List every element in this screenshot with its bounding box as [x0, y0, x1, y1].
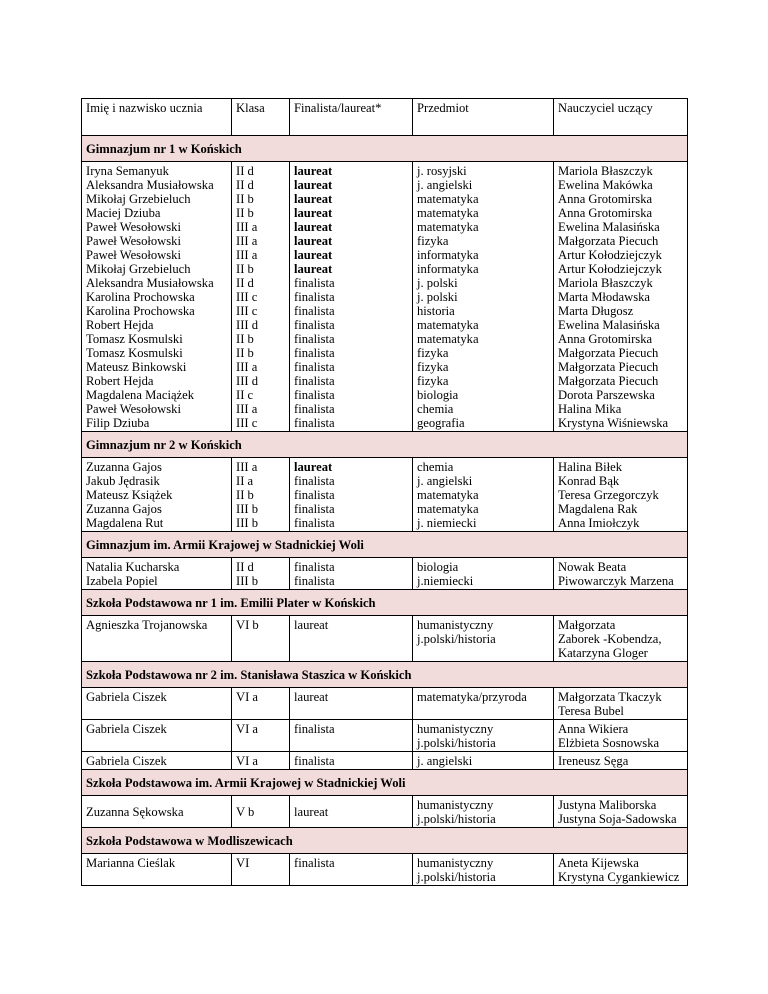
cell-line: finalista [294, 276, 335, 290]
cell-line: Dorota Parszewska [558, 388, 655, 402]
section-title: Gimnazjum nr 1 w Końskich [82, 136, 688, 162]
cell-line: matematyka [417, 220, 479, 234]
cell-line: Filip Dziuba [86, 416, 150, 430]
cell-line: matematyka [417, 318, 479, 332]
student-class: VI a [232, 688, 290, 720]
cell-line: Tomasz Kosmulski [86, 346, 183, 360]
cell-line: Konrad Bąk [558, 474, 620, 488]
cell-line: Izabela Popiel [86, 574, 158, 588]
cell-line: II d [236, 276, 254, 290]
cell-line: III a [236, 360, 258, 374]
names-cell [82, 162, 232, 432]
cell-line: finalista [294, 332, 335, 346]
cell-line: Halina Mika [558, 402, 622, 416]
cell-line: III a [236, 460, 258, 474]
student-status: laureat [290, 796, 413, 828]
cell-line: laureat [294, 220, 333, 234]
col-header-class: Klasa [232, 99, 290, 136]
cell-line: informatyka [417, 262, 479, 276]
cell-line: III d [236, 374, 259, 388]
cell-line: finalista [294, 290, 335, 304]
section-title: Szkoła Podstawowa w Modliszewicach [82, 828, 688, 854]
section-title: Szkoła Podstawowa nr 2 im. Stanisława Staszica w Końskich [82, 662, 688, 688]
cell-line: Halina Biłek [558, 460, 623, 474]
table-row [82, 688, 688, 720]
student-subject: humanistyczny j.polski/historia [413, 854, 554, 886]
cell-line: laureat [294, 164, 333, 178]
student-class: VI a [232, 752, 290, 770]
student-subject: humanistyczny j.polski/historia [413, 720, 554, 752]
teachers-cell [554, 458, 688, 532]
cell-line: j. angielski [417, 178, 473, 192]
student-teacher: Małgorzata Tkaczyk Teresa Bubel [554, 688, 688, 720]
cell-line: II d [236, 560, 254, 574]
cell-line: Marta Młodawska [558, 290, 650, 304]
cell-line: matematyka [417, 206, 479, 220]
section-header [82, 770, 688, 796]
student-name: Gabriela Ciszek [82, 752, 232, 770]
section-header [82, 828, 688, 854]
cell-line: II a [236, 474, 254, 488]
cell-line: II b [236, 346, 254, 360]
classes-cell [232, 458, 290, 532]
cell-line: Anna Grotomirska [558, 206, 653, 220]
subjects-cell [413, 458, 554, 532]
cell-line: finalista [294, 560, 335, 574]
student-teacher: Justyna Maliborska Justyna Soja-Sadowska [554, 796, 688, 828]
cell-line: Aleksandra Musiałowska [86, 276, 214, 290]
cell-line: laureat [294, 206, 333, 220]
section-title: Szkoła Podstawowa im. Armii Krajowej w Stadnickiej Woli [82, 770, 688, 796]
cell-line: Ewelina Malasińska [558, 318, 660, 332]
teachers-cell [554, 162, 688, 432]
student-teacher: Aneta Kijewska Krystyna Cygankiewicz [554, 854, 688, 886]
cell-line: matematyka [417, 502, 479, 516]
cell-line: Natalia Kucharska [86, 560, 180, 574]
cell-line: biologia [417, 560, 459, 574]
header-row [82, 99, 688, 136]
names-cell [82, 458, 232, 532]
student-name: Agnieszka Trojanowska [82, 616, 232, 662]
student-class: VI [232, 854, 290, 886]
cell-line: Marta Długosz [558, 304, 634, 318]
cell-line: laureat [294, 460, 333, 474]
cell-line: j.niemiecki [417, 574, 474, 588]
cell-line: III b [236, 502, 259, 516]
cell-line: laureat [294, 192, 333, 206]
cell-line: laureat [294, 178, 333, 192]
student-name: Marianna Cieślak [82, 854, 232, 886]
cell-line: fizyka [417, 346, 449, 360]
cell-line: fizyka [417, 360, 449, 374]
cell-line: Paweł Wesołowski [86, 234, 181, 248]
cell-line: III d [236, 318, 259, 332]
cell-line: finalista [294, 346, 335, 360]
cell-line: II d [236, 178, 254, 192]
cell-line: Robert Hejda [86, 318, 154, 332]
cell-line: finalista [294, 574, 335, 588]
cell-line: Ewelina Makówka [558, 178, 653, 192]
cell-line: finalista [294, 488, 335, 502]
student-subject: j. angielski [413, 752, 554, 770]
cell-line: Mikołaj Grzebieluch [86, 262, 191, 276]
cell-line: geografia [417, 416, 465, 430]
cell-line: Tomasz Kosmulski [86, 332, 183, 346]
cell-line: Zuzanna Gajos [86, 460, 162, 474]
table-row [82, 796, 688, 828]
student-name: Gabriela Ciszek [82, 720, 232, 752]
cell-line: Małgorzata Piecuch [558, 234, 659, 248]
cell-line: finalista [294, 516, 335, 530]
student-status: laureat [290, 688, 413, 720]
student-status: laureat [290, 616, 413, 662]
cell-line: finalista [294, 416, 335, 430]
student-name: Gabriela Ciszek [82, 688, 232, 720]
section-header [82, 590, 688, 616]
cell-line: j. rosyjski [417, 164, 467, 178]
cell-line: Magdalena Maciążek [86, 388, 195, 402]
classes-cell [232, 162, 290, 432]
student-teacher: Ireneusz Sęga [554, 752, 688, 770]
cell-line: Małgorzata Piecuch [558, 346, 659, 360]
cell-line: Mariola Błaszczyk [558, 276, 653, 290]
cell-line: III b [236, 516, 259, 530]
cell-line: III a [236, 248, 258, 262]
cell-line: laureat [294, 262, 333, 276]
cell-line: Teresa Grzegorczyk [558, 488, 659, 502]
cell-line: III c [236, 304, 258, 318]
cell-line: Małgorzata Piecuch [558, 360, 659, 374]
section-header [82, 662, 688, 688]
cell-line: II b [236, 192, 254, 206]
classes-cell [232, 558, 290, 590]
cell-line: Mateusz Binkowski [86, 360, 187, 374]
cell-line: biologia [417, 388, 459, 402]
cell-line: Mikołaj Grzebieluch [86, 192, 191, 206]
section-rows [82, 162, 688, 432]
cell-line: j. polski [417, 290, 458, 304]
cell-line: matematyka [417, 488, 479, 502]
cell-line: finalista [294, 360, 335, 374]
cell-line: j. polski [417, 276, 458, 290]
student-subject: matematyka/przyroda [413, 688, 554, 720]
status-cell [290, 162, 413, 432]
cell-line: finalista [294, 304, 335, 318]
cell-line: Maciej Dziuba [86, 206, 161, 220]
cell-line: Robert Hejda [86, 374, 154, 388]
cell-line: Magdalena Rut [86, 516, 164, 530]
cell-line: Anna Grotomirska [558, 332, 653, 346]
names-cell [82, 558, 232, 590]
section-header [82, 136, 688, 162]
student-teacher: Małgorzata Zaborek -Kobendza, Katarzyna Gloger [554, 616, 688, 662]
cell-line: laureat [294, 234, 333, 248]
cell-line: finalista [294, 388, 335, 402]
section-title: Gimnazjum im. Armii Krajowej w Stadnickiej Woli [82, 532, 688, 558]
cell-line: III c [236, 290, 258, 304]
cell-line: laureat [294, 248, 333, 262]
cell-line: II b [236, 488, 254, 502]
status-cell [290, 458, 413, 532]
cell-line: III c [236, 416, 258, 430]
col-header-name: Imię i nazwisko ucznia [82, 99, 232, 136]
cell-line: Karolina Prochowska [86, 304, 195, 318]
col-header-subject: Przedmiot [413, 99, 554, 136]
student-subject: humanistyczny j.polski/historia [413, 616, 554, 662]
cell-line: Krystyna Wiśniewska [558, 416, 669, 430]
cell-line: Aleksandra Musiałowska [86, 178, 214, 192]
student-subject: humanistyczny j.polski/historia [413, 796, 554, 828]
table-row [82, 854, 688, 886]
cell-line: finalista [294, 474, 335, 488]
cell-line: j. niemiecki [417, 516, 477, 530]
student-status: finalista [290, 720, 413, 752]
cell-line: Paweł Wesołowski [86, 220, 181, 234]
section-header [82, 432, 688, 458]
col-header-status: Finalista/laureat* [290, 99, 413, 136]
student-teacher: Anna Wikiera Elżbieta Sosnowska [554, 720, 688, 752]
cell-line: fizyka [417, 234, 449, 248]
cell-line: II d [236, 164, 254, 178]
cell-line: historia [417, 304, 455, 318]
student-class: V b [232, 796, 290, 828]
cell-line: III a [236, 234, 258, 248]
section-rows [82, 458, 688, 532]
cell-line: Paweł Wesołowski [86, 402, 181, 416]
student-status: finalista [290, 752, 413, 770]
section-rows [82, 558, 688, 590]
cell-line: II b [236, 332, 254, 346]
student-name: Zuzanna Sękowska [82, 796, 232, 828]
status-cell [290, 558, 413, 590]
student-class: VI a [232, 720, 290, 752]
cell-line: II c [236, 388, 254, 402]
student-class: VI b [232, 616, 290, 662]
cell-line: informatyka [417, 248, 479, 262]
cell-line: Mariola Błaszczyk [558, 164, 653, 178]
cell-line: II b [236, 262, 254, 276]
cell-line: III a [236, 220, 258, 234]
cell-line: matematyka [417, 192, 479, 206]
cell-line: Piwowarczyk Marzena [558, 574, 674, 588]
subjects-cell [413, 162, 554, 432]
cell-line: finalista [294, 402, 335, 416]
cell-line: III a [236, 402, 258, 416]
cell-line: Zuzanna Gajos [86, 502, 162, 516]
teachers-cell [554, 558, 688, 590]
cell-line: finalista [294, 318, 335, 332]
cell-line: Artur Kołodziejczyk [558, 248, 662, 262]
cell-line: j. angielski [417, 474, 473, 488]
cell-line: chemia [417, 460, 454, 474]
cell-line: Mateusz Książek [86, 488, 173, 502]
cell-line: Anna Imiołczyk [558, 516, 640, 530]
cell-line: Nowak Beata [558, 560, 627, 574]
cell-line: finalista [294, 502, 335, 516]
cell-line: chemia [417, 402, 454, 416]
cell-line: matematyka [417, 332, 479, 346]
student-status: finalista [290, 854, 413, 886]
cell-line: Magdalena Rak [558, 502, 638, 516]
table-row [82, 720, 688, 752]
section-title: Gimnazjum nr 2 w Końskich [82, 432, 688, 458]
cell-line: Paweł Wesołowski [86, 248, 181, 262]
cell-line: Karolina Prochowska [86, 290, 195, 304]
cell-line: finalista [294, 374, 335, 388]
cell-line: II b [236, 206, 254, 220]
results-table [81, 98, 688, 886]
cell-line: Jakub Jędrasik [86, 474, 160, 488]
table-row [82, 752, 688, 770]
subjects-cell [413, 558, 554, 590]
section-header [82, 532, 688, 558]
cell-line: Artur Kołodziejczyk [558, 262, 662, 276]
cell-line: Iryna Semanyuk [86, 164, 169, 178]
cell-line: Małgorzata Piecuch [558, 374, 659, 388]
table-row [82, 616, 688, 662]
cell-line: III b [236, 574, 259, 588]
cell-line: Anna Grotomirska [558, 192, 653, 206]
cell-line: Ewelina Malasińska [558, 220, 660, 234]
cell-line: fizyka [417, 374, 449, 388]
col-header-teacher: Nauczyciel uczący [554, 99, 688, 136]
section-title: Szkoła Podstawowa nr 1 im. Emilii Plater w Końskich [82, 590, 688, 616]
